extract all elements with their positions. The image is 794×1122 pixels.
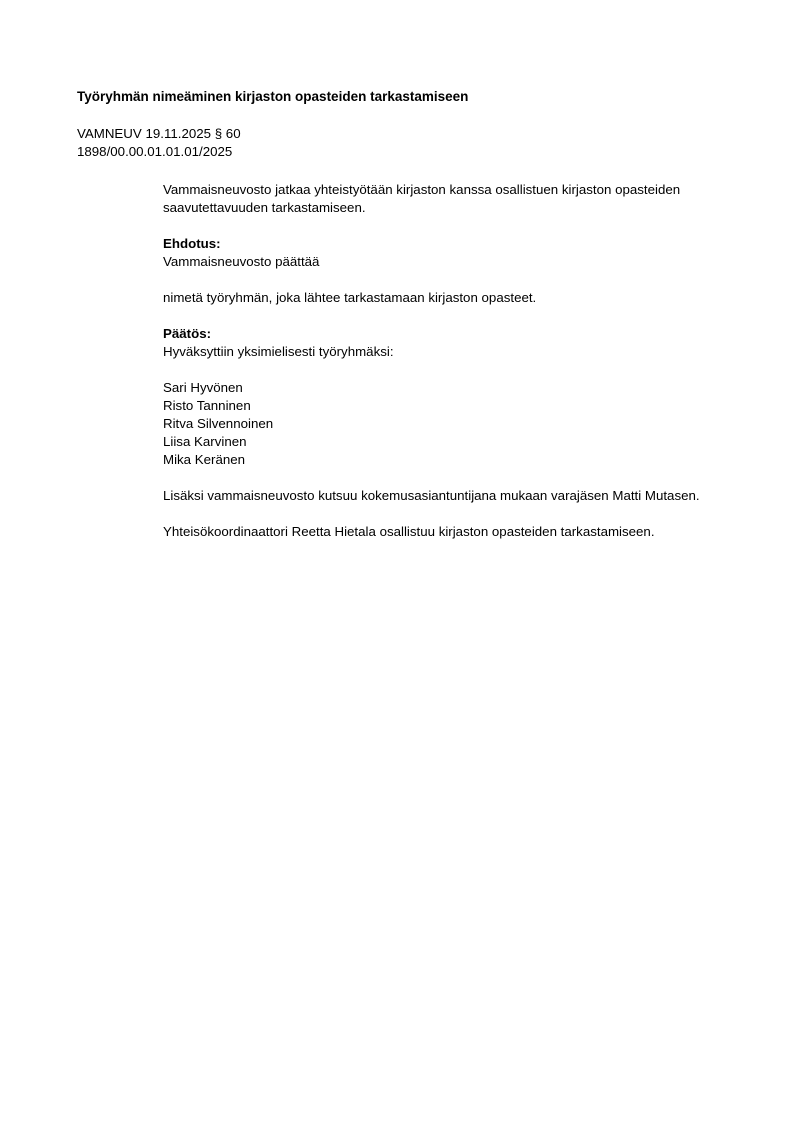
decision-heading: Päätös: bbox=[163, 326, 212, 341]
list-item: Risto Tanninen bbox=[163, 398, 251, 413]
additional-paragraph: Lisäksi vammaisneuvosto kutsuu kokemusasiantuntijana mukaan varajäsen Matti Mutasen. bbox=[163, 488, 700, 503]
intro-paragraph: Vammaisneuvosto jatkaa yhteistyötään kirjaston kanssa osallistuen kirjaston opasteiden saavutettavuuden tarkastamiseen. bbox=[163, 182, 681, 215]
list-item: Liisa Karvinen bbox=[163, 434, 247, 449]
record-id: 1898/00.00.01.01.01/2025 bbox=[77, 144, 233, 159]
proposal-heading: Ehdotus: bbox=[163, 236, 221, 251]
document-body bbox=[163, 181, 743, 559]
proposal-section bbox=[163, 235, 743, 271]
decision-section bbox=[163, 325, 743, 361]
list-item: Sari Hyvönen bbox=[163, 380, 243, 395]
list-item: Mika Keränen bbox=[163, 452, 246, 467]
document-title: Työryhmän nimeäminen kirjaston opasteiden tarkastamiseen bbox=[77, 89, 469, 104]
member-list bbox=[163, 379, 743, 469]
proposal-lead: Vammaisneuvosto päättää bbox=[163, 254, 320, 269]
proposal-text: nimetä työryhmän, joka lähtee tarkastamaan kirjaston opasteet. bbox=[163, 290, 537, 305]
meeting-reference: VAMNEUV 19.11.2025 § 60 bbox=[77, 126, 241, 141]
list-item: Ritva Silvennoinen bbox=[163, 416, 274, 431]
coordinator-paragraph: Yhteisökoordinaattori Reetta Hietala osallistuu kirjaston opasteiden tarkastamiseen. bbox=[163, 524, 655, 539]
decision-lead: Hyväksyttiin yksimielisesti työryhmäksi: bbox=[163, 344, 394, 359]
document-meta bbox=[77, 125, 241, 161]
